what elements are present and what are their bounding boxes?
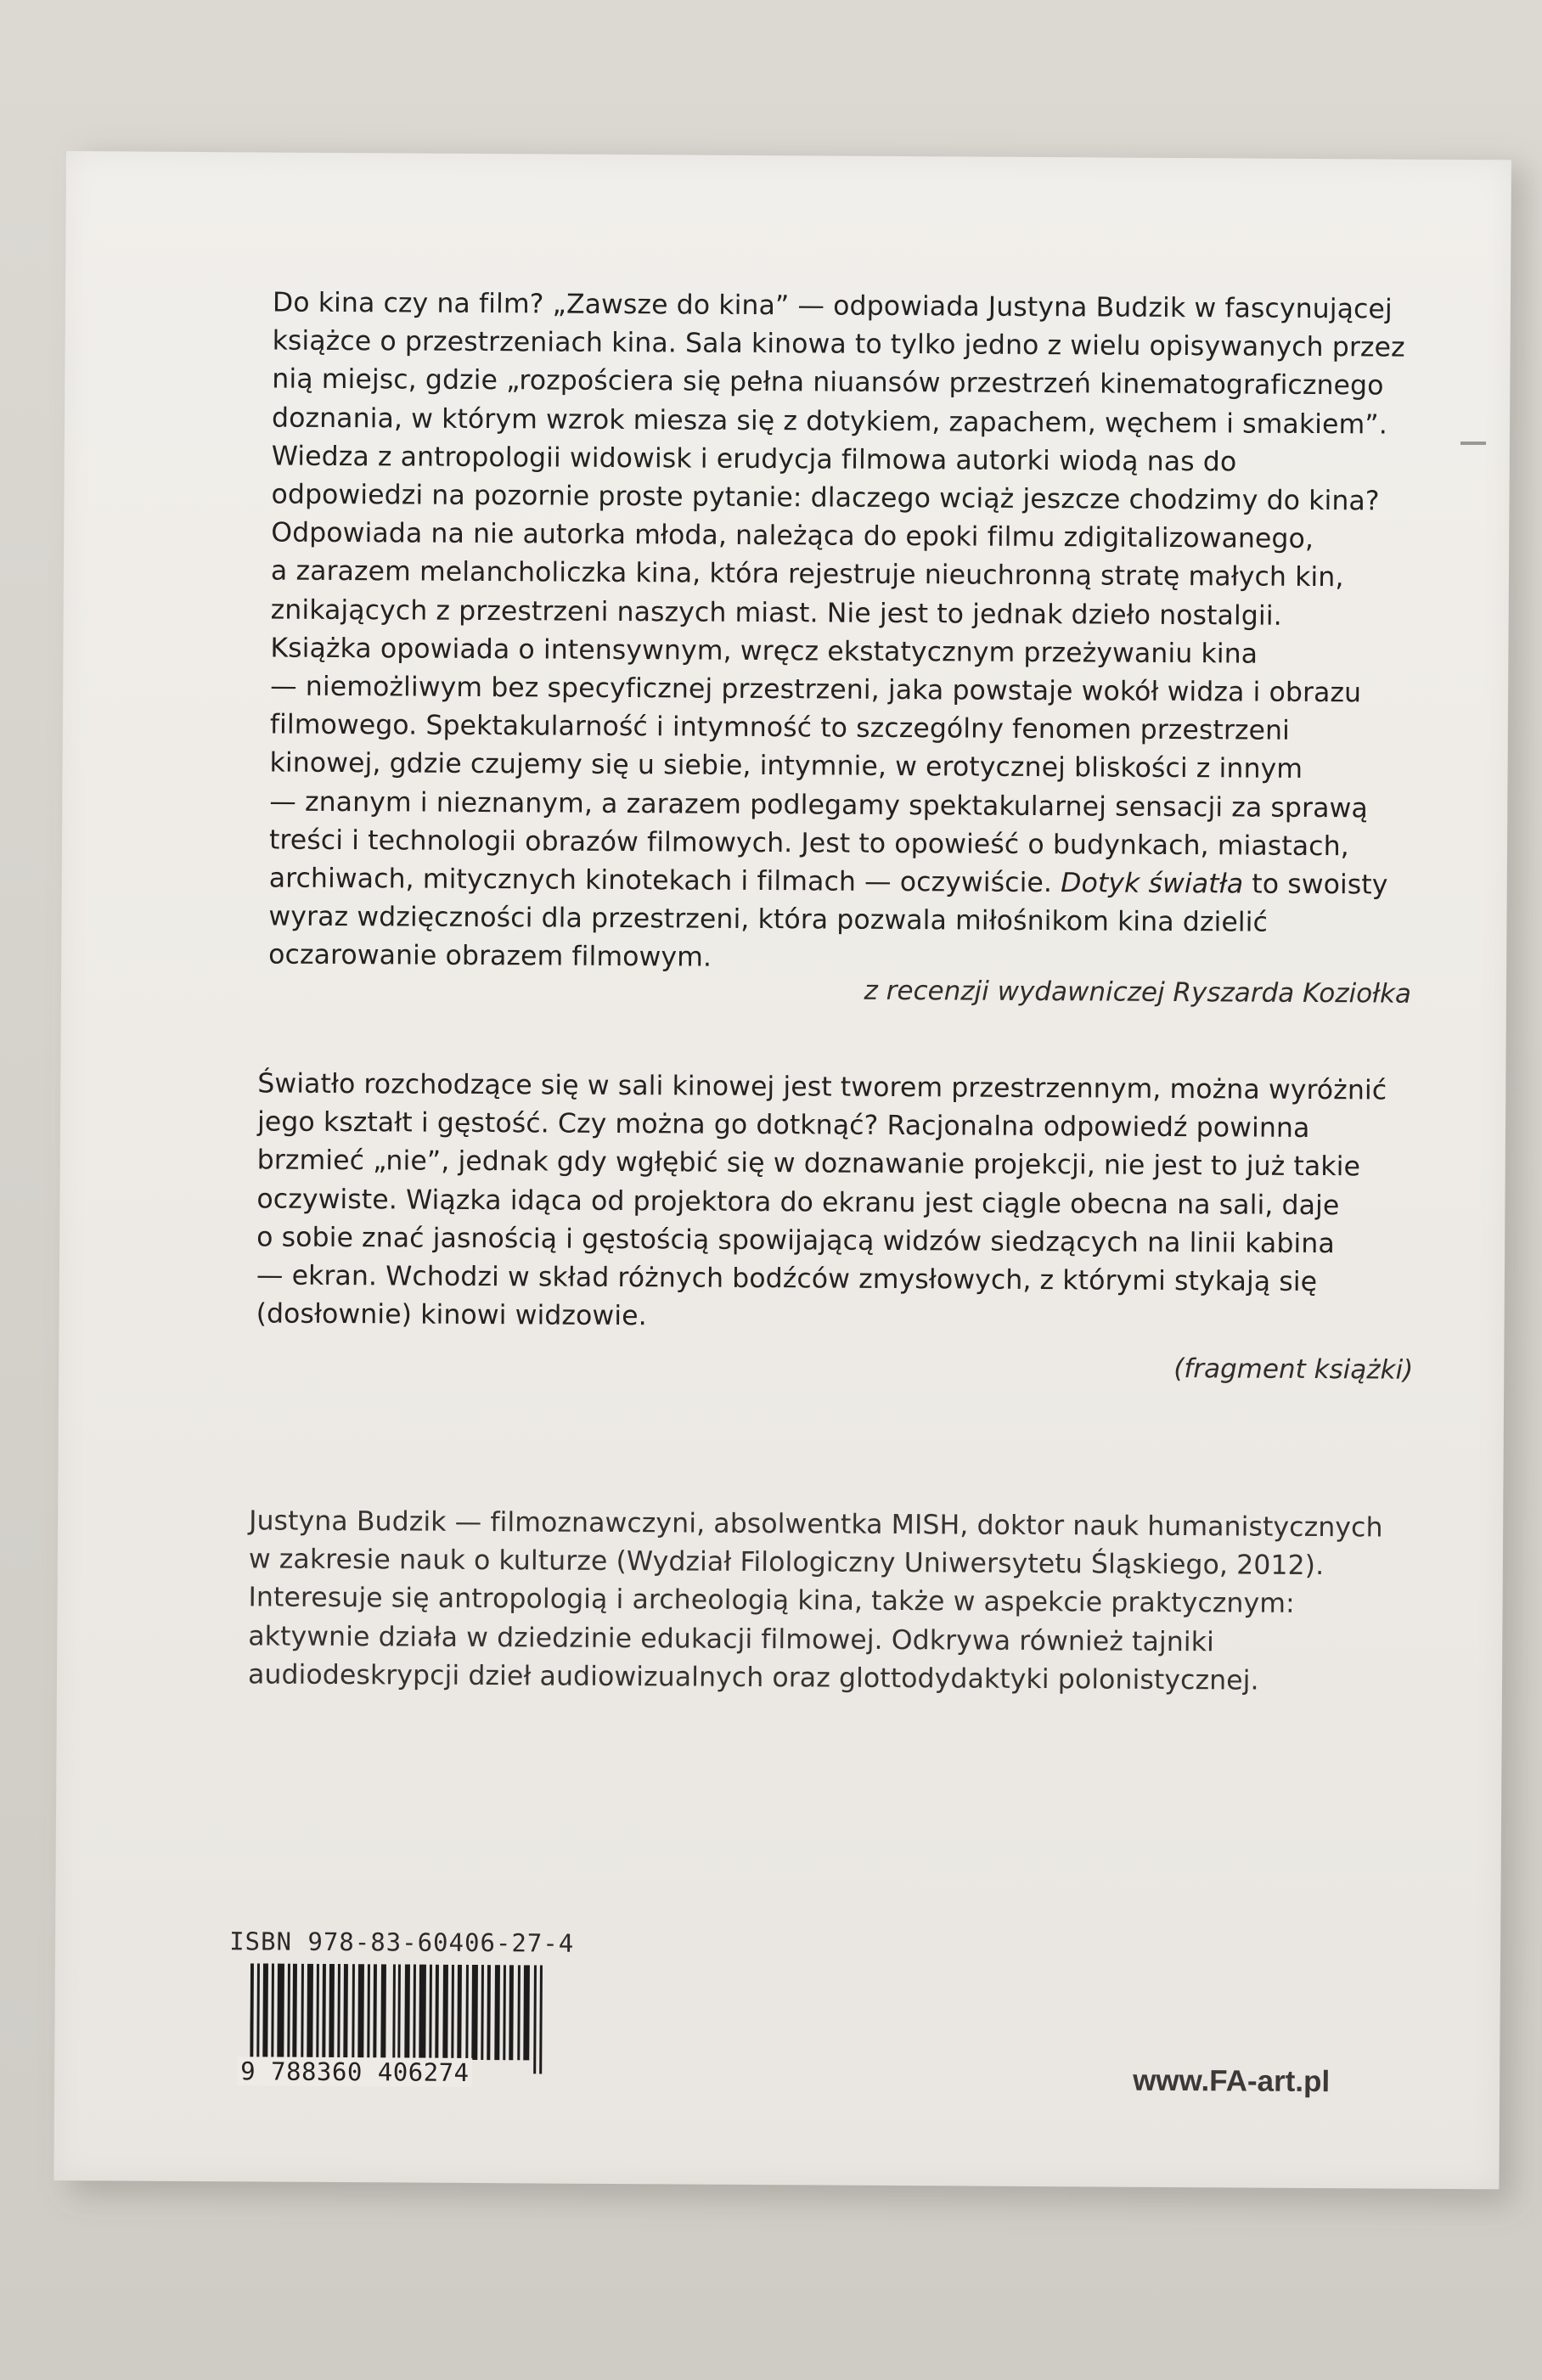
barcode-digits: 9 788360 406274 xyxy=(237,2056,473,2087)
book-back-cover xyxy=(53,151,1511,2189)
review-blurb-body: Do kina czy na film? „Zawsze do kina” — odpowiada Justyna Budzik w fascynującej książce o przestrzeniach kina. Sala kinowa to tylko jedno z wielu opisywanych przez nią miejsc, gdzie „rozpościera się pełna niuansów przestrzeń kinematograficznego doznania, w którym wzrok miesza się z dotykiem, zapachem, węchem i smakiem”. Wiedza z antropologii widowisk i erudycja filmowa autorki wiodą nas do odpowiedzi na pozornie proste pytanie: dlaczego wciąż jeszcze chodzimy do kina? Odpowiada na nie autorka młoda, należąca do epoki filmu zdigitalizowanego, a zarazem melancholiczka kina, która rejestruje nieuchronną stratę małych kin, znikających z przestrzeni naszych miast. Nie jest to jednak dzieło nostalgii. Książka opowiada o intensywnym, wręcz ekstatycznym przeżywaniu kina — niemożliwym bez specyficznej przestrzeni, jaka powstaje wokół widza i obrazu filmowego. Spektakularność i intymność to szczególny fenomen przestrzeni kinowej, gdzie czujemy się u siebie, intymnie, w erotycznej bliskości z innym — znanym i nieznanym, a zarazem podlegamy spektakularnej sensacji za sprawą treści i technologii obrazów filmowych. Jest to opowieść o budynkach, miastach, archiwach, mitycznych kinotekach i filmach — oczywiście. xyxy=(268,287,1405,899)
review-attribution: z recenzji wydawniczej Ryszarda Koziołka xyxy=(864,975,1412,1010)
book-excerpt: Światło rozchodzące się w sali kinowej jest tworem przestrzennym, można wyróżnić jego kształt i gęstość. Czy można go dotknąć? Racjonalna odpowiedź powinna brzmieć „nie”, jednak gdy wgłębić się w doznawanie projekcji, nie jest to już takie oczywiste. Wiązka idąca od projektora do ekranu jest ciągle obecna na sali, daje o sobie znać jasnością i gęstością spowijającą widzów siedzących na linii kabina — ekran. Wchodzi w skład różnych bodźców zmysłowych, z którymi stykają się (dosłownie) kinowi widzowie. xyxy=(256,1068,1387,1332)
author-bio: Justyna Budzik — filmoznawczyni, absolwentka MISH, doktor nauk humanistycznych w zakresie nauk o kulturze (Wydział Filologiczny Uniwersytetu Śląskiego, 2012). Interesuje się antropologią i archeologią kina, także w aspekcie praktycznym: aktywnie działa w dziedzinie edukacji filmowej. Odkrywa również tajniki audiodeskrypcji dzieł audiowizualnych oraz glottodydaktyki polonistycznej. xyxy=(247,1505,1383,1696)
review-blurb-tail: to swoisty wyraz wdzięczności dla przestrzeni, która pozwala miłośnikom kina dzielić oczarowanie obrazem filmowym. xyxy=(268,869,1388,974)
publisher-website: www.FA-art.pl xyxy=(1133,2063,1331,2099)
excerpt-attribution: (fragment książki) xyxy=(1173,1353,1414,1386)
edge-mark xyxy=(1460,442,1486,445)
isbn-label: ISBN 978-83-60406-27-4 xyxy=(229,1927,575,1958)
book-title-italic: Dotyk światła xyxy=(1061,868,1244,900)
review-blurb xyxy=(268,284,1444,982)
